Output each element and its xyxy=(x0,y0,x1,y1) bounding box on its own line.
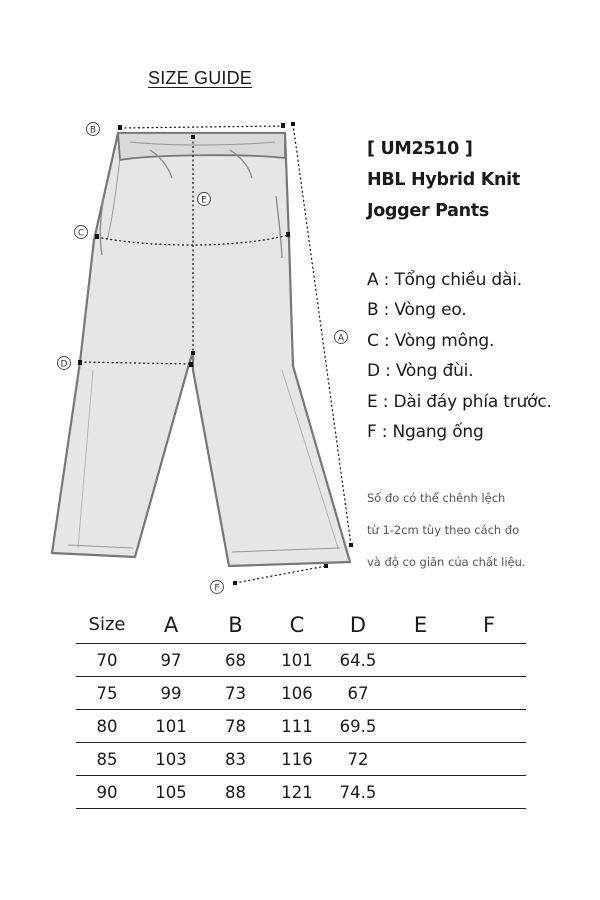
label-a: A xyxy=(337,333,345,344)
header-c: C xyxy=(267,606,327,644)
cell-size: 85 xyxy=(76,743,138,776)
measure-f-hem xyxy=(233,564,328,585)
note-line-2: từ 1-2cm tùy theo cách đo xyxy=(367,523,520,537)
cell-e xyxy=(389,677,452,710)
cell-a: 103 xyxy=(138,743,204,776)
cell-d: 69.5 xyxy=(327,710,389,743)
label-c-circle xyxy=(75,226,88,239)
cell-b: 73 xyxy=(204,677,267,710)
cell-a: 99 xyxy=(138,677,204,710)
cell-size: 70 xyxy=(76,644,138,677)
cell-d: 72 xyxy=(327,743,389,776)
measurement-note xyxy=(367,482,526,578)
measure-b-waist xyxy=(118,123,285,130)
product-name-line2: Jogger Pants xyxy=(367,201,489,221)
table-row xyxy=(76,710,526,743)
header-a: A xyxy=(138,606,204,644)
label-f-circle xyxy=(211,581,224,594)
cell-a: 101 xyxy=(138,710,204,743)
cell-a: 97 xyxy=(138,644,204,677)
table-row xyxy=(76,644,526,677)
cell-f xyxy=(452,776,526,809)
label-a-circle xyxy=(335,331,348,344)
product-info xyxy=(367,134,520,227)
label-d-circle xyxy=(58,357,71,370)
label-b-circle xyxy=(87,123,100,136)
legend-item-a: A : Tổng chiều dài. xyxy=(367,270,522,290)
cell-c: 111 xyxy=(267,710,327,743)
cell-f xyxy=(452,677,526,710)
header-f: F xyxy=(452,606,526,644)
cell-a: 105 xyxy=(138,776,204,809)
cell-b: 83 xyxy=(204,743,267,776)
measurement-legend xyxy=(367,265,552,447)
cell-e xyxy=(389,743,452,776)
note-line-1: Số đo có thể chênh lệch xyxy=(367,491,506,505)
cell-c: 106 xyxy=(267,677,327,710)
cell-e xyxy=(389,644,452,677)
size-table xyxy=(76,606,526,809)
label-e: E xyxy=(201,195,207,206)
product-name-line1: HBL Hybrid Knit xyxy=(367,170,520,190)
table-row xyxy=(76,776,526,809)
cell-b: 68 xyxy=(204,644,267,677)
legend-item-c: C : Vòng mông. xyxy=(367,330,495,351)
waistband xyxy=(118,133,285,160)
header-size: Size xyxy=(76,606,138,644)
cell-f xyxy=(452,743,526,776)
cell-e xyxy=(389,710,452,743)
cell-c: 116 xyxy=(267,743,327,776)
note-line-3: và độ co giãn của chất liệu. xyxy=(367,555,526,569)
cell-e xyxy=(389,776,452,809)
label-d: D xyxy=(60,359,68,370)
legend-item-b: B : Vòng eo. xyxy=(367,300,467,321)
cell-d: 67 xyxy=(327,677,389,710)
cell-d: 64.5 xyxy=(327,644,389,677)
cell-b: 78 xyxy=(204,710,267,743)
cell-c: 121 xyxy=(267,776,327,809)
cell-d: 74.5 xyxy=(327,776,389,809)
cell-size: 90 xyxy=(76,776,138,809)
header-d: D xyxy=(327,606,389,644)
cell-f xyxy=(452,644,526,677)
cell-size: 75 xyxy=(76,677,138,710)
cell-b: 88 xyxy=(204,776,267,809)
cell-f xyxy=(452,710,526,743)
legend-item-f: F : Ngang ống xyxy=(367,422,484,443)
page-title: SIZE GUIDE xyxy=(148,68,253,88)
cell-size: 80 xyxy=(76,710,138,743)
table-header-row xyxy=(76,606,526,644)
header-e: E xyxy=(389,606,452,644)
legend-item-e: E : Dài đáy phía trước. xyxy=(367,391,552,412)
legend-item-d: D : Vòng đùi. xyxy=(367,361,474,382)
header-b: B xyxy=(204,606,267,644)
table-row xyxy=(76,743,526,776)
label-c: C xyxy=(77,228,85,239)
label-b: B xyxy=(89,125,97,136)
label-e-circle xyxy=(198,193,211,206)
table-row xyxy=(76,677,526,710)
product-code: [ UM2510 ] xyxy=(367,139,473,159)
cell-c: 101 xyxy=(267,644,327,677)
label-f: F xyxy=(214,583,220,594)
